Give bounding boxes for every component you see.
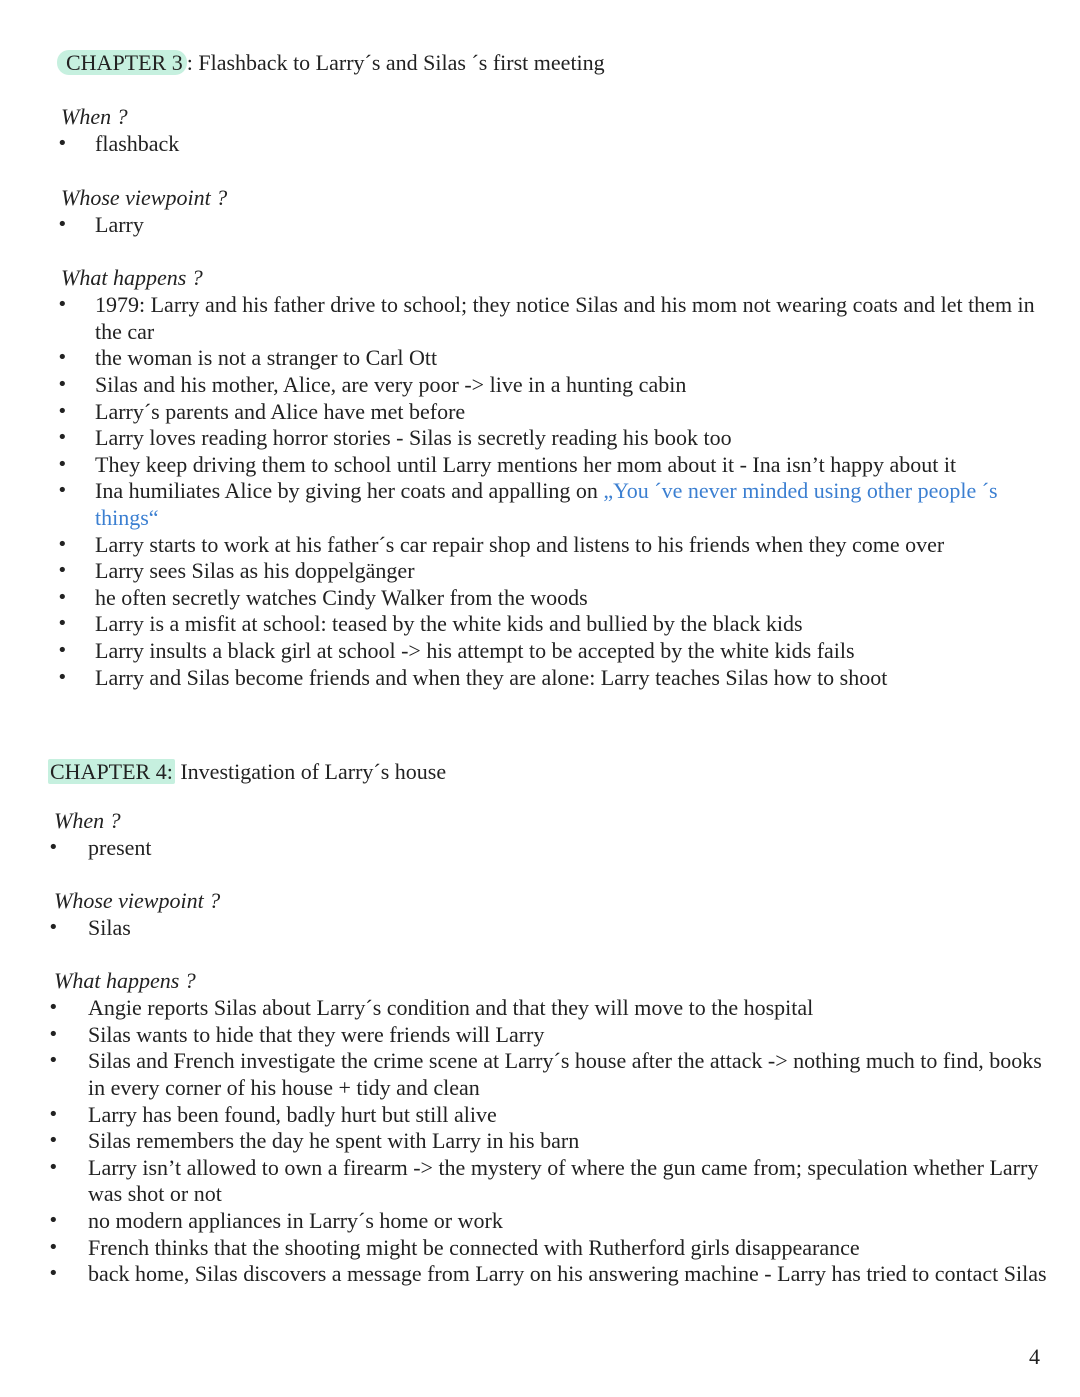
chapter-label: CHAPTER 3 xyxy=(57,50,187,75)
chapter-heading xyxy=(48,757,1048,787)
what-happens-section xyxy=(57,264,1047,691)
chapter-heading xyxy=(57,48,1047,78)
event-text: Ina humiliates Alice by giving her coats and appalling on xyxy=(95,478,604,504)
list-item: • Silas remembers the day he spent with Larry in his barn xyxy=(48,1128,1048,1155)
viewpoint-heading: Whose viewpoint ? xyxy=(61,184,228,210)
list-item: • he often secretly watches Cindy Walker from the woods xyxy=(57,585,1047,612)
when-section xyxy=(57,103,1047,158)
when-list xyxy=(57,131,1047,158)
list-item: • present xyxy=(48,835,1048,862)
list-item: • They keep driving them to school until Larry mentions her mom about it - Ina isn’t happy about it xyxy=(57,452,1047,479)
list-item: • Silas wants to hide that they were friends will Larry xyxy=(48,1022,1048,1049)
chapter-title: Investigation of Larry´s house xyxy=(174,759,447,784)
list-item: • 1979: Larry and his father drive to school; they notice Silas and his mom not wearing coats and let them in the car xyxy=(57,292,1047,345)
chapter-title: : Flashback to Larry´s and Silas ´s first meeting xyxy=(186,50,605,75)
what-happens-heading: What happens ? xyxy=(54,968,196,994)
events-list xyxy=(48,995,1048,1288)
viewpoint-section xyxy=(48,887,1048,942)
list-item xyxy=(57,478,1047,531)
viewpoint-section xyxy=(57,184,1047,239)
events-list xyxy=(57,292,1047,691)
list-item: • Larry sees Silas as his doppelgänger xyxy=(57,558,1047,585)
list-item: • Larry´s parents and Alice have met before xyxy=(57,399,1047,426)
list-item: • the woman is not a stranger to Carl Ott xyxy=(57,345,1047,372)
list-item: • French thinks that the shooting might be connected with Rutherford girls disappearance xyxy=(48,1235,1048,1262)
list-item: • Larry loves reading horror stories - Silas is secretly reading his book too xyxy=(57,425,1047,452)
list-item: • Larry and Silas become friends and when they are alone: Larry teaches Silas how to shoot xyxy=(57,665,1047,692)
viewpoint-heading: Whose viewpoint ? xyxy=(54,887,221,913)
list-item: • Silas and his mother, Alice, are very poor -> live in a hunting cabin xyxy=(57,372,1047,399)
when-heading: When ? xyxy=(61,104,128,129)
when-heading: When ? xyxy=(54,808,121,833)
list-item: • Larry isn’t allowed to own a firearm -> the mystery of where the gun came from; speculation whether Larry was shot or not xyxy=(48,1155,1048,1208)
list-item: • Larry is a misfit at school: teased by the white kids and bullied by the black kids xyxy=(57,611,1047,638)
list-item: • Angie reports Silas about Larry´s condition and that they will move to the hospital xyxy=(48,995,1048,1022)
what-happens-section xyxy=(48,967,1048,1288)
page-number: 4 xyxy=(1029,1344,1040,1369)
quote-text: „You ´ve never minded using other people ´s things“ xyxy=(95,478,998,530)
list-item: • no modern appliances in Larry´s home or work xyxy=(48,1208,1048,1235)
chapter-4 xyxy=(48,757,1048,1288)
list-item: • flashback xyxy=(57,131,1047,158)
what-happens-heading: What happens ? xyxy=(61,265,203,291)
list-item: • Larry has been found, badly hurt but still alive xyxy=(48,1102,1048,1129)
when-section xyxy=(48,807,1048,862)
list-item: • Larry xyxy=(57,212,1047,239)
list-item: • Silas and French investigate the crime scene at Larry´s house after the attack -> nothing much to find, books in every corner of his house + tidy and clean xyxy=(48,1048,1048,1101)
viewpoint-list xyxy=(57,212,1047,239)
chapter-label: CHAPTER 4: xyxy=(50,759,173,784)
list-item: • Larry insults a black girl at school -> his attempt to be accepted by the white kids fails xyxy=(57,638,1047,665)
viewpoint-list xyxy=(48,915,1048,942)
chapter-3 xyxy=(57,48,1047,691)
list-item: • Larry starts to work at his father´s car repair shop and listens to his friends when they come over xyxy=(57,532,1047,559)
when-list xyxy=(48,835,1048,862)
list-item: • back home, Silas discovers a message from Larry on his answering machine - Larry has tried to contact Silas xyxy=(48,1261,1048,1288)
list-item: • Silas xyxy=(48,915,1048,942)
